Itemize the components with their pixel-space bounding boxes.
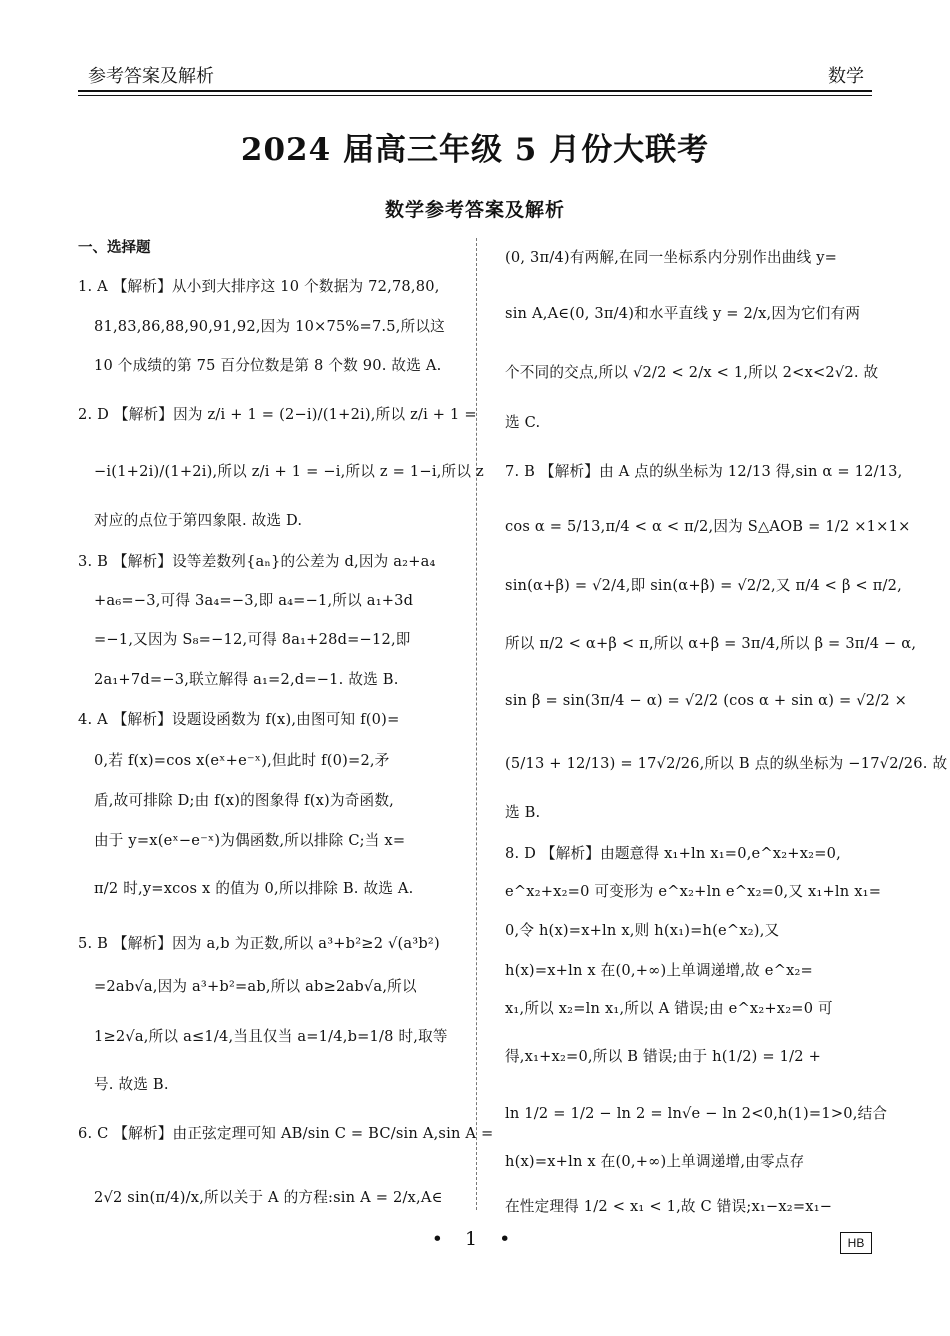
text-line: 1≥2√a,所以 a≤1/4,当且仅当 a=1/4,b=1/8 时,取等	[94, 1028, 448, 1045]
text-line: 1. A 【解析】从小到大排序这 10 个数据为 72,78,80,	[78, 278, 440, 295]
page-subtitle: 数学参考答案及解析	[384, 199, 565, 221]
text-line: 0,若 f(x)=cos x(eˣ+e⁻ˣ),但此时 f(0)=2,矛	[94, 752, 390, 769]
text-line: 号. 故选 B.	[94, 1076, 169, 1093]
text-line: 由于 y=x(eˣ−e⁻ˣ)为偶函数,所以排除 C;当 x=	[94, 832, 406, 849]
text-line: sin β = sin(3π/4 − α) = √2/2 (cos α + sin α) = √2/2 ×	[505, 692, 908, 709]
text-line: 在性定理得 1/2 < x₁ < 1,故 C 错误;x₁−x₂=x₁−	[505, 1198, 833, 1215]
text-line: 10 个成绩的第 75 百分位数是第 8 个数 90. 故选 A.	[94, 357, 442, 374]
text-line: 2. D 【解析】因为 z/i + 1 = (2−i)/(1+2i),所以 z/i + 1 =	[78, 406, 477, 423]
text-line: (5/13 + 12/13) = 17√2/26,所以 B 点的纵坐标为 −17√2/26. 故	[505, 755, 948, 772]
text-line: 81,83,86,88,90,91,92,因为 10×75%=7.5,所以这	[94, 318, 445, 335]
text-line: +a₆=−3,可得 3a₄=−3,即 a₄=−1,所以 a₁+3d	[94, 592, 414, 609]
text-line: 得,x₁+x₂=0,所以 B 错误;由于 h(1/2) = 1/2 +	[505, 1048, 822, 1065]
text-line: 所以 π/2 < α+β < π,所以 α+β = 3π/4,所以 β = 3π/4 − α,	[505, 635, 917, 652]
text-line: sin A,A∈(0, 3π/4)和水平直线 y = 2/x,因为它们有两	[505, 305, 861, 322]
text-line: 2a₁+7d=−3,联立解得 a₁=2,d=−1. 故选 B.	[94, 671, 399, 688]
text-line: 4. A 【解析】设题设函数为 f(x),由图可知 f(0)=	[78, 711, 400, 728]
text-line: 个不同的交点,所以 √2/2 < 2/x < 1,所以 2<x<2√2. 故	[505, 364, 879, 381]
text-line: 选 B.	[505, 804, 541, 821]
text-line: 8. D 【解析】由题意得 x₁+ln x₁=0,e^x₂+x₂=0,	[505, 845, 841, 862]
text-line: x₁,所以 x₂=ln x₁,所以 A 错误;由 e^x₂+x₂=0 可	[505, 1000, 833, 1017]
column-divider	[476, 238, 477, 1210]
right-column	[505, 0, 948, 1336]
header-doc-type: 参考答案及解析	[88, 66, 214, 87]
header-subject: 数学	[828, 66, 864, 87]
text-line: 3. B 【解析】设等差数列{aₙ}的公差为 d,因为 a₂+a₄	[78, 553, 436, 570]
section-heading: 一、选择题	[78, 240, 151, 256]
text-line: ln 1/2 = 1/2 − ln 2 = ln√e − ln 2<0,h(1)=1>0,结合	[505, 1105, 888, 1122]
edition-badge: HB	[840, 1232, 872, 1254]
text-line: 对应的点位于第四象限. 故选 D.	[94, 512, 303, 529]
text-line: =−1,又因为 S₈=−12,可得 8a₁+28d=−12,即	[94, 631, 411, 648]
text-line: =2ab√a,因为 a³+b²=ab,所以 ab≥2ab√a,所以	[94, 978, 417, 995]
page-number: • 1 •	[431, 1228, 519, 1250]
text-line: 6. C 【解析】由正弦定理可知 AB/sin C = BC/sin A,sin A =	[78, 1125, 494, 1142]
text-line: cos α = 5/13,π/4 < α < π/2,因为 S△AOB = 1/2 ×1×1×	[505, 518, 911, 535]
text-line: −i(1+2i)/(1+2i),所以 z/i + 1 = −i,所以 z = 1−i,所以 z	[94, 463, 484, 480]
text-line: h(x)=x+ln x 在(0,+∞)上单调递增,由零点存	[505, 1153, 805, 1170]
text-line: 盾,故可排除 D;由 f(x)的图象得 f(x)为奇函数,	[94, 792, 394, 809]
text-line: h(x)=x+ln x 在(0,+∞)上单调递增,故 e^x₂=	[505, 962, 813, 979]
page-title: 2024 届高三年级 5 月份大联考	[240, 132, 710, 168]
text-line: 选 C.	[505, 414, 541, 431]
text-line: 5. B 【解析】因为 a,b 为正数,所以 a³+b²≥2 √(a³b²)	[78, 935, 440, 952]
text-line: 7. B 【解析】由 A 点的纵坐标为 12/13 得,sin α = 12/13,	[505, 463, 903, 480]
text-line: 2√2 sin(π/4)/x,所以关于 A 的方程:sin A = 2/x,A∈	[94, 1189, 443, 1206]
text-line: π/2 时,y=xcos x 的值为 0,所以排除 B. 故选 A.	[94, 880, 414, 897]
text-line: (0, 3π/4)有两解,在同一坐标系内分别作出曲线 y=	[505, 249, 838, 266]
text-line: e^x₂+x₂=0 可变形为 e^x₂+ln e^x₂=0,又 x₁+ln x₁=	[505, 883, 882, 900]
text-line: 0,令 h(x)=x+ln x,则 h(x₁)=h(e^x₂),又	[505, 922, 780, 939]
text-line: sin(α+β) = √2/4,即 sin(α+β) = √2/2,又 π/4 < β < π/2,	[505, 577, 902, 594]
